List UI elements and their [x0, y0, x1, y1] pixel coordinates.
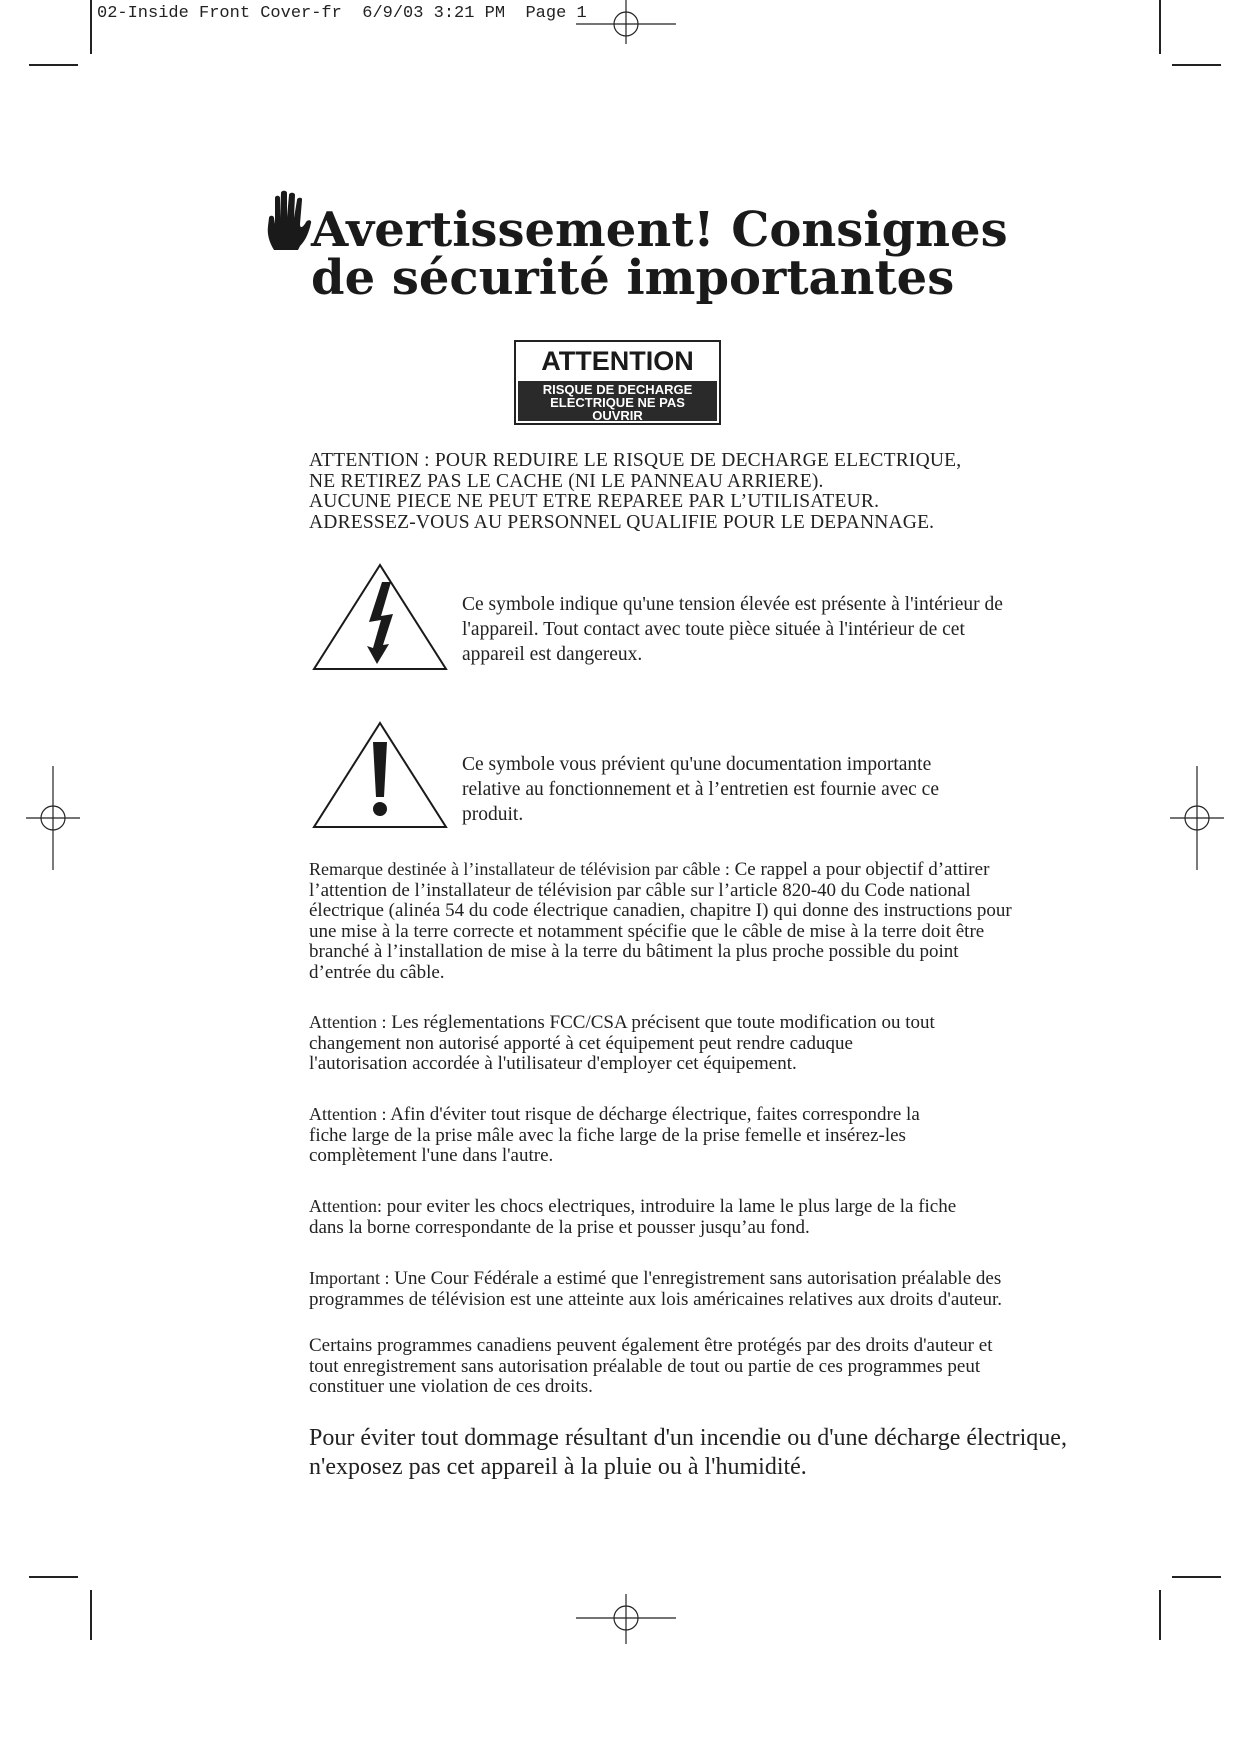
note-text: Ce rappel a pour objectif d’attirer l’attention de l’installateur de télévision par câble sur l’article 820-40 du Code national électrique (alinéa 54 du code électrique canadien, chapitre I) qui donne des instructions pour une mise à la terre correcte et notamment spécifie que le câble de mise à la terre doit être branché à l’installation de mise à la terre du bâtiment la plus proche possible du point d’entrée du câble.: [309, 859, 1012, 983]
attention-title: ATTENTION: [541, 346, 694, 376]
title-line: de sécurité importantes: [311, 250, 955, 306]
warning-line: AUCUNE PIECE NE PEUT ETRE REPAREE PAR L’UTILISATEUR.: [309, 491, 880, 512]
warning-line: NE RETIREZ PAS LE CACHE (NI LE PANNEAU ARRIERE).: [309, 470, 824, 492]
shock-warning-text: [309, 451, 1029, 533]
title-line: Avertissement! Consignes: [311, 202, 1008, 258]
attention-label: [514, 340, 721, 425]
crop-mark: [1172, 1576, 1221, 1578]
note-label: Important :: [309, 1268, 390, 1288]
page-title: [311, 202, 1008, 306]
crop-mark: [1172, 64, 1221, 66]
print-slug: 02-Inside Front Cover-fr 6/9/03 3:21 PM Page 1: [97, 4, 587, 23]
crop-mark: [90, 0, 92, 54]
warning-line: ATTENTION : POUR REDUIRE LE RISQUE DE DECHARGE ELECTRIQUE,: [309, 450, 962, 471]
canada-copyright-note: Certains programmes canadiens peuvent également être protégés par des droits d'auteur et tout enregistrement sans autorisation préalable de tout ou partie de ces programmes peut constituer une violation de ces droits.: [309, 1335, 993, 1397]
crop-mark: [29, 64, 78, 66]
crop-mark: [1159, 1590, 1161, 1640]
stop-hand-icon: [266, 190, 312, 252]
registration-mark-icon: [1170, 766, 1224, 870]
cable-installer-note: [309, 859, 1014, 983]
registration-mark-icon: [26, 766, 80, 870]
copyright-note: [309, 1268, 1024, 1310]
crop-mark: [29, 1576, 78, 1578]
fcc-attention-note: [309, 1012, 939, 1075]
registration-mark-icon: [576, 0, 676, 44]
note-label: Attention :: [309, 1012, 387, 1032]
crop-mark: [90, 1590, 92, 1640]
note-label: Attention:: [309, 1196, 382, 1216]
note-text: Afin d'éviter tout risque de décharge électrique, faites correspondre la fiche large de la prise mâle avec la fiche large de la prise femelle et insérez-les complètement l'une dans l'autre.: [309, 1104, 920, 1166]
note-text: pour eviter les chocs electriques, introduire la lame le plus large de la fiche dans la borne correspondante de la prise et pousser jusqu’au fond.: [309, 1196, 957, 1238]
lightning-triangle-icon: [311, 562, 449, 672]
note-label: Remarque destinée à l’installateur de télévision par câble :: [309, 859, 730, 879]
attention-band-line: OUVRIR: [592, 408, 643, 423]
plug-attention-note: [309, 1104, 934, 1167]
registration-mark-icon: [576, 1594, 676, 1644]
note-text: Une Cour Fédérale a estimé que l'enregistrement sans autorisation préalable des programmes de télévision est une atteinte aux lois américaines relatives aux droits d'auteur.: [309, 1268, 1003, 1310]
note-label: Attention :: [309, 1104, 387, 1124]
exclamation-triangle-icon: [311, 720, 449, 830]
attention-band-line: ELECTRIQUE NE PAS: [550, 395, 685, 410]
rain-moisture-warning: Pour éviter tout dommage résultant d'un incendie ou d'une décharge électrique, n'exposez pas cet appareil à la pluie ou à l'humidité.: [309, 1425, 1067, 1480]
attention-band-line: RISQUE DE DECHARGE: [542, 382, 693, 397]
shock-attention-note: [309, 1196, 979, 1238]
attention-band: [518, 381, 717, 421]
note-text: Les réglementations FCC/CSA précisent que toute modification ou tout changement non autorisé apporté à cet équipement peut rendre caduque l'autorisation accordée à l'utilisateur d'employer cet équipement.: [309, 1012, 935, 1074]
warning-line: ADRESSEZ-VOUS AU PERSONNEL QUALIFIE POUR LE DEPANNAGE.: [309, 511, 935, 533]
exclamation-symbol-text: Ce symbole vous prévient qu'une documentation importante relative au fonctionnement et à l’entretien est fournie avec ce produit.: [462, 754, 939, 825]
crop-mark: [1159, 0, 1161, 54]
lightning-symbol-text: Ce symbole indique qu'une tension élevée est présente à l'intérieur de l'appareil. Tout contact avec toute pièce située à l'intérieur de cet appareil est dangereux.: [462, 594, 1003, 665]
